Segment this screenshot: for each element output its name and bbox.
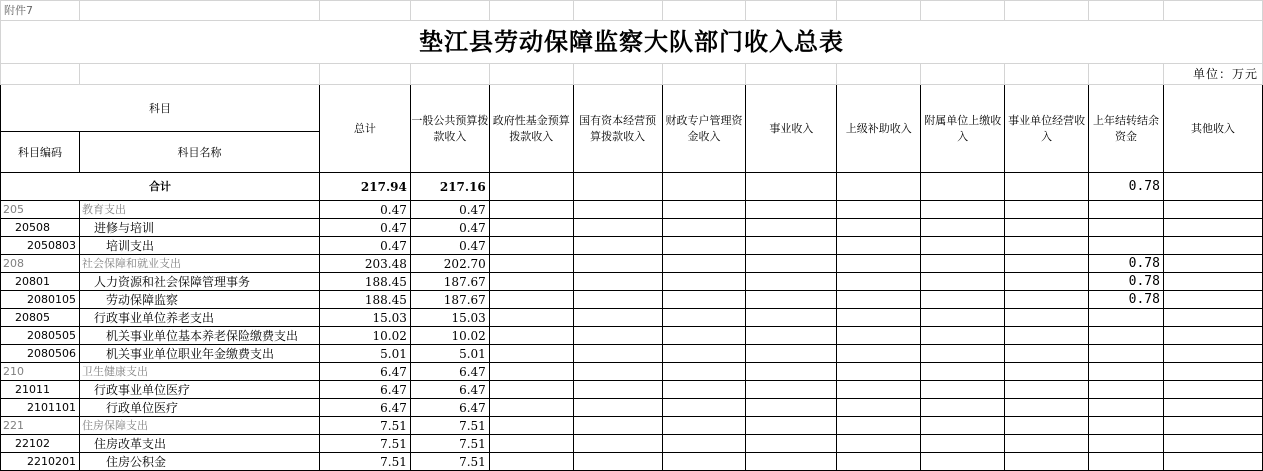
attachment-label: 附件7 [1,1,80,21]
row-code: 20508 [1,219,80,237]
page-title: 垫江县劳动保障监察大队部门收入总表 [1,21,1263,64]
totals-label: 合计 [1,173,320,201]
row-code: 210 [1,363,80,381]
row-code: 2080505 [1,327,80,345]
row-code: 2101101 [1,399,80,417]
row-name: 行政事业单位养老支出 [79,309,319,327]
row-name: 机关事业单位职业年金缴费支出 [79,345,319,363]
row-general: 0.47 [410,219,489,237]
table-row [1,417,1263,435]
header-fiscal-special: 财政专户管理资金收入 [662,85,746,173]
table-row [1,201,1263,219]
row-general: 7.51 [410,453,489,471]
row-carryover [1089,327,1164,345]
header-operating: 事业单位经营收入 [1005,85,1089,173]
table-row [1,219,1263,237]
row-name: 住房改革支出 [79,435,319,453]
row-carryover [1089,237,1164,255]
table-row [1,399,1263,417]
row-carryover [1089,435,1164,453]
row-name: 社会保障和就业支出 [79,255,319,273]
row-code: 205 [1,201,80,219]
row-carryover [1089,363,1164,381]
row-total: 0.47 [319,237,410,255]
row-carryover [1089,345,1164,363]
row-name: 住房保障支出 [79,417,319,435]
row-general: 6.47 [410,399,489,417]
table-row [1,255,1263,273]
header-total: 总计 [319,85,410,173]
row-name: 劳动保障监察 [79,291,319,309]
row-code: 221 [1,417,80,435]
row-carryover [1089,453,1164,471]
row-total: 7.51 [319,435,410,453]
row-total: 6.47 [319,363,410,381]
table-row [1,435,1263,453]
row-name: 进修与培训 [79,219,319,237]
totals-total: 217.94 [319,173,410,201]
row-code: 2210201 [1,453,80,471]
row-carryover: 0.78 [1089,291,1164,309]
row-total: 0.47 [319,201,410,219]
row-carryover [1089,309,1164,327]
row-general: 187.67 [410,291,489,309]
row-total: 188.45 [319,291,410,309]
header-gov-fund: 政府性基金预算拨款收入 [489,85,573,173]
totals-row [1,173,1263,201]
row-total: 0.47 [319,219,410,237]
row-general: 5.01 [410,345,489,363]
row-code: 208 [1,255,80,273]
table-row [1,327,1263,345]
unit-label: 单位：万元 [1163,64,1262,85]
table-row [1,237,1263,255]
table-row [1,345,1263,363]
row-code: 21011 [1,381,80,399]
row-total: 203.48 [319,255,410,273]
row-general: 187.67 [410,273,489,291]
row-general: 7.51 [410,417,489,435]
row-name: 机关事业单位基本养老保险缴费支出 [79,327,319,345]
header-state-capital: 国有资本经营预算拨款收入 [573,85,662,173]
row-total: 7.51 [319,453,410,471]
header-name: 科目名称 [79,132,319,173]
totals-carryover: 0.78 [1089,173,1164,201]
table-row [1,309,1263,327]
row-carryover: 0.78 [1089,255,1164,273]
row-name: 行政事业单位医疗 [79,381,319,399]
table-row [1,273,1263,291]
row-name: 行政单位医疗 [79,399,319,417]
row-total: 188.45 [319,273,410,291]
row-carryover [1089,399,1164,417]
row-general: 6.47 [410,381,489,399]
row-name: 卫生健康支出 [79,363,319,381]
table-row [1,453,1263,471]
row-general: 0.47 [410,201,489,219]
header-general-budget: 一般公共预算拨款收入 [410,85,489,173]
row-general: 15.03 [410,309,489,327]
totals-general: 217.16 [410,173,489,201]
row-total: 5.01 [319,345,410,363]
row-total: 6.47 [319,399,410,417]
row-carryover [1089,381,1164,399]
table-row [1,291,1263,309]
row-carryover [1089,201,1164,219]
row-code: 2050803 [1,237,80,255]
row-code: 20805 [1,309,80,327]
row-code: 22102 [1,435,80,453]
row-name: 教育支出 [79,201,319,219]
row-general: 10.02 [410,327,489,345]
row-total: 10.02 [319,327,410,345]
header-subject: 科目 [1,85,320,132]
row-total: 7.51 [319,417,410,435]
row-general: 6.47 [410,363,489,381]
row-name: 培训支出 [79,237,319,255]
row-name: 住房公积金 [79,453,319,471]
row-carryover [1089,417,1164,435]
row-code: 20801 [1,273,80,291]
row-code: 2080506 [1,345,80,363]
header-code: 科目编码 [1,132,80,173]
table-row [1,381,1263,399]
row-name: 人力资源和社会保障管理事务 [79,273,319,291]
row-general: 0.47 [410,237,489,255]
row-code: 2080105 [1,291,80,309]
row-total: 6.47 [319,381,410,399]
row-general: 202.70 [410,255,489,273]
table-row [1,363,1263,381]
row-total: 15.03 [319,309,410,327]
header-affiliated: 附属单位上缴收入 [921,85,1005,173]
header-superior-subsidy: 上级补助收入 [837,85,921,173]
header-carryover: 上年结转结余资金 [1089,85,1164,173]
row-general: 7.51 [410,435,489,453]
row-carryover [1089,219,1164,237]
header-other: 其他收入 [1163,85,1262,173]
header-business-income: 事业收入 [746,85,837,173]
row-carryover: 0.78 [1089,273,1164,291]
